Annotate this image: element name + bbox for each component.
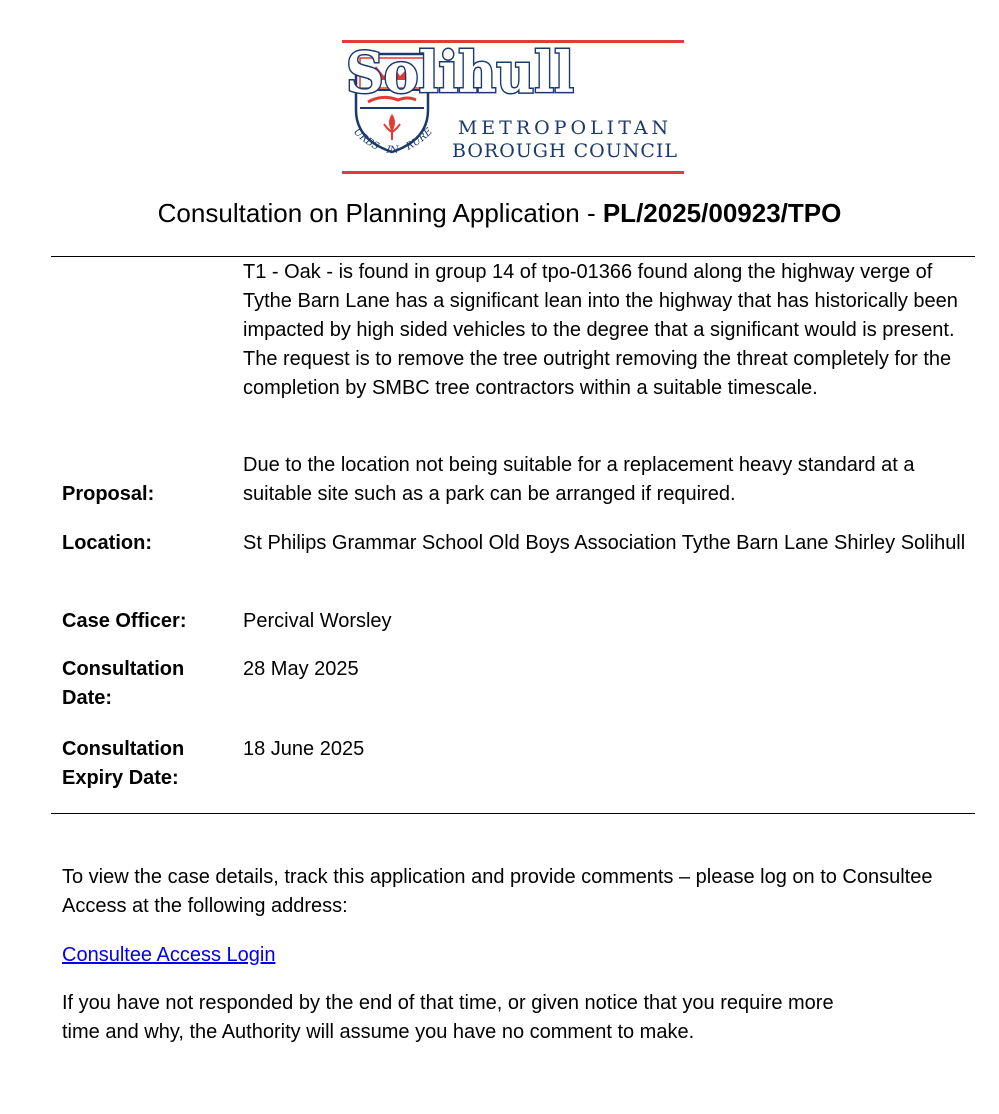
title-prefix: Consultation on Planning Application - bbox=[157, 198, 603, 228]
case-officer-label: Case Officer: bbox=[62, 610, 187, 632]
location-value: St Philips Grammar School Old Boys Association Tythe Barn Lane Shirley Solihull bbox=[243, 532, 966, 554]
expiry-date-value: 18 June 2025 bbox=[243, 738, 365, 760]
instructions-text: To view the case details, track this application and provide comments – please log on to Consultee Access at the following address: bbox=[62, 866, 933, 917]
consultee-access-link-wrapper bbox=[62, 941, 942, 970]
logo-bottom-bar bbox=[342, 171, 684, 174]
proposal-paragraph-1: T1 - Oak - is found in group 14 of tpo-01366 found along the highway verge of Tythe Barn Lane has a significant lean into the highway that has historically been impacted by high sided vehicles to the degree that a significant would is present. The request is to remove the tree outright removing the threat completely for the completion by SMBC tree contractors within a suitable timescale. bbox=[243, 261, 958, 399]
council-logo bbox=[342, 40, 684, 175]
case-officer-value: Percival Worsley bbox=[243, 610, 392, 632]
proposal-paragraph-2: Due to the location not being suitable for a replacement heavy standard at a suitable site such as a park can be arranged if required. bbox=[243, 454, 915, 505]
solihull-wordmark bbox=[342, 40, 578, 100]
svg-text:URBS · IN · RURE: URBS · IN · RURE bbox=[351, 126, 435, 157]
consultee-access-login-link[interactable]: Consultee Access Login bbox=[62, 944, 276, 966]
expiry-date-label: Consultation Expiry Date: bbox=[62, 738, 185, 789]
svg-text:Solihull: Solihull bbox=[346, 40, 574, 100]
proposal-label: Proposal: bbox=[62, 483, 155, 505]
page-title bbox=[0, 198, 999, 229]
application-reference: PL/2025/00923/TPO bbox=[602, 198, 842, 228]
top-divider bbox=[51, 256, 975, 257]
location-label: Location: bbox=[62, 532, 152, 554]
bottom-divider bbox=[51, 813, 975, 814]
logo-line-borough-council: BOROUGH COUNCIL bbox=[452, 140, 678, 162]
consultation-date-label: Consultation Date: bbox=[62, 658, 185, 709]
logo-line-metropolitan: METROPOLITAN bbox=[457, 117, 673, 139]
no-response-notice: If you have not responded by the end of that time, or given notice that you require more time and why, the Authority will assume you have no comment to make. bbox=[62, 992, 834, 1043]
consultation-date-value: 28 May 2025 bbox=[243, 658, 359, 680]
